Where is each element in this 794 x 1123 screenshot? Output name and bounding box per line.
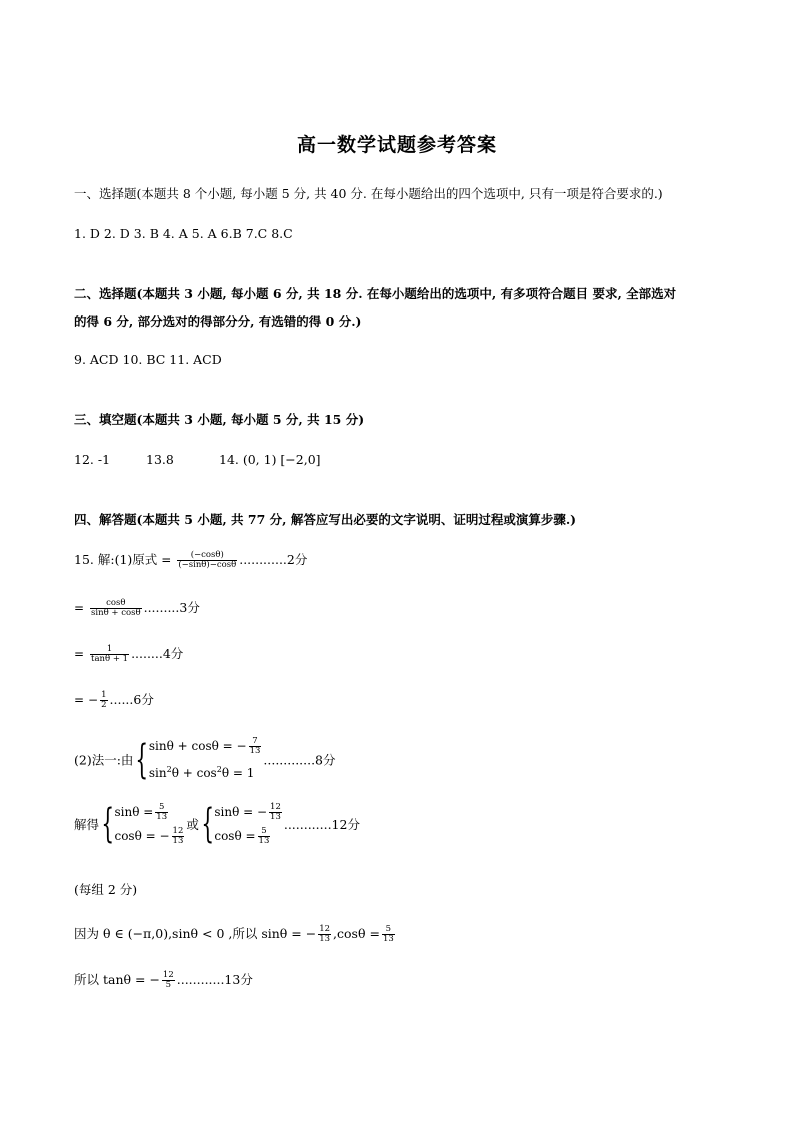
system-1-line2-c: θ = 1 (221, 766, 255, 780)
score-8: .............8分 (263, 752, 336, 768)
q15-part2-system (74, 734, 336, 785)
q15-step1 (74, 550, 307, 570)
answer-14: 14. (0, 1) [−2,0] (219, 452, 321, 467)
left-brace-icon: { (135, 736, 149, 783)
solution-b (214, 800, 284, 848)
solution-b-line2-num: 5 (258, 827, 271, 837)
solution-a-line1-den: 13 (156, 812, 168, 822)
fraction-3 (90, 645, 129, 664)
system-1-line2-sup2: 2 (216, 765, 222, 774)
q15-step4 (74, 690, 154, 710)
fraction-4-den: 2 (101, 700, 107, 710)
system-1-line2-sup1: 2 (166, 765, 172, 774)
solution-a-line1-num: 5 (155, 803, 168, 813)
fraction-4 (100, 691, 107, 710)
equals-sign: = (74, 601, 85, 615)
solution-a-line1-text: sinθ = (114, 805, 154, 819)
left-brace-icon: { (101, 801, 115, 847)
fraction-1 (177, 551, 237, 570)
conclusion-line (74, 970, 253, 990)
solution-b-line1 (214, 800, 284, 824)
solution-a-line2 (114, 824, 186, 848)
minus-sign: − (88, 693, 99, 707)
section-2-heading-line2: 的得 6 分, 部分选对的得部分分, 有选错的得 0 分.) (74, 314, 362, 329)
because-fraction-1 (318, 925, 331, 944)
conclusion-fraction (162, 971, 175, 990)
equals-sign: = (161, 553, 172, 567)
score-12: ............12分 (283, 817, 360, 832)
solution-b-line2-den: 13 (258, 836, 270, 846)
q15-step3 (74, 644, 183, 664)
solution-b-line1-text: sinθ = − (214, 805, 268, 819)
score-3: .........3分 (143, 600, 200, 615)
because-fraction-2-den: 13 (382, 934, 394, 944)
system-1-line1-text: sinθ + cosθ = − (148, 739, 247, 753)
fraction-4-num: 1 (101, 690, 107, 701)
system-1-fraction-num: 7 (249, 737, 262, 747)
solution-a-line2-num: 12 (172, 826, 184, 837)
part2-prefix: (2)法一:由 (74, 752, 134, 768)
fraction-1-den: (−sinθ)−cosθ (178, 560, 237, 570)
equals-sign: = (74, 693, 85, 707)
answer-12: 12. -1 (74, 452, 111, 467)
because-fraction-2 (382, 925, 395, 944)
equals-sign: = (74, 647, 85, 661)
q15-solutions (74, 800, 360, 848)
solution-a-line1-fraction (155, 803, 168, 822)
solution-b-line1-num: 12 (270, 802, 281, 813)
solution-a-line2-den: 13 (172, 836, 184, 846)
score-2: ............2分 (239, 552, 308, 567)
system-1-fraction-den: 13 (249, 746, 261, 756)
section-4-heading: 四、解答题(本题共 5 小题, 共 77 分, 解答应写出必要的文字说明、证明过程或演算步骤.) (74, 512, 577, 527)
q15-prefix: 15. 解:(1)原式 (74, 552, 158, 567)
fraction-1-num: (−cosθ) (177, 551, 237, 561)
solution-a-line2-fraction (172, 827, 185, 846)
because-fraction-1-num: 12 (319, 924, 331, 935)
solution-b-line2-text: cosθ = (214, 829, 256, 843)
solution-b-line2 (214, 824, 284, 848)
page-title: 高一数学试题参考答案 (296, 134, 497, 156)
system-1-line2-a: sin (148, 766, 167, 780)
fraction-3-den: tanθ + 1 (91, 654, 129, 664)
fraction-2-den: sinθ + cosθ (91, 608, 141, 618)
because-line (74, 924, 397, 944)
conclusion-fraction-num: 12 (162, 970, 174, 981)
solution-b-line1-fraction (269, 803, 282, 822)
because-text: 因为 θ ∈ (−π,0),sinθ < 0 ,所以 sinθ = − (74, 926, 317, 941)
solution-a-line1 (114, 800, 186, 824)
score-4: ........4分 (131, 646, 184, 661)
answer-13: 13.8 (146, 452, 174, 467)
solution-b-line2-fraction (258, 827, 271, 846)
conclusion-text: 所以 tanθ = − (74, 972, 160, 987)
left-brace-icon: { (201, 801, 214, 847)
fraction-3-num: 1 (90, 645, 129, 655)
solution-a (114, 800, 186, 848)
because-fraction-1-den: 13 (319, 934, 331, 944)
system-1-line2 (149, 758, 264, 785)
solution-a-line2-text: cosθ = − (114, 829, 170, 843)
system-1-fraction (249, 737, 262, 756)
system-1-line2-b: θ + cos (171, 766, 217, 780)
solve-prefix: 解得 (74, 817, 100, 832)
solution-b-line1-den: 13 (270, 812, 281, 822)
fraction-2-num: cosθ (90, 599, 142, 609)
section-2-answers: 9. ACD 10. BC 11. ACD (74, 352, 222, 367)
score-13: ............13分 (176, 972, 253, 987)
score-note: (每组 2 分) (74, 882, 138, 897)
q15-step2 (74, 598, 200, 618)
system-1 (149, 734, 264, 785)
section-2-heading-line1: 二、选择题(本题共 3 小题, 每小题 6 分, 共 18 分. 在每小题给出的选项中, 有多项符合题目 要求, 全部选对 (74, 286, 677, 301)
section-3-heading: 三、填空题(本题共 3 小题, 每小题 5 分, 共 15 分) (74, 412, 365, 427)
because-fraction-2-num: 5 (382, 925, 395, 935)
score-6: ......6分 (109, 692, 154, 707)
fraction-2 (90, 599, 142, 618)
or-word: 或 (186, 817, 199, 832)
section-1-heading: 一、选择题(本题共 8 个小题, 每小题 5 分, 共 40 分. 在每小题给出的四个选项中, 只有一项是符合要求的.) (74, 186, 663, 201)
system-1-line1 (149, 734, 264, 758)
section-1-answers: 1. D 2. D 3. B 4. A 5. A 6.B 7.C 8.C (74, 226, 293, 241)
conclusion-fraction-den: 5 (165, 980, 172, 990)
because-mid: ,cosθ = (333, 926, 380, 941)
